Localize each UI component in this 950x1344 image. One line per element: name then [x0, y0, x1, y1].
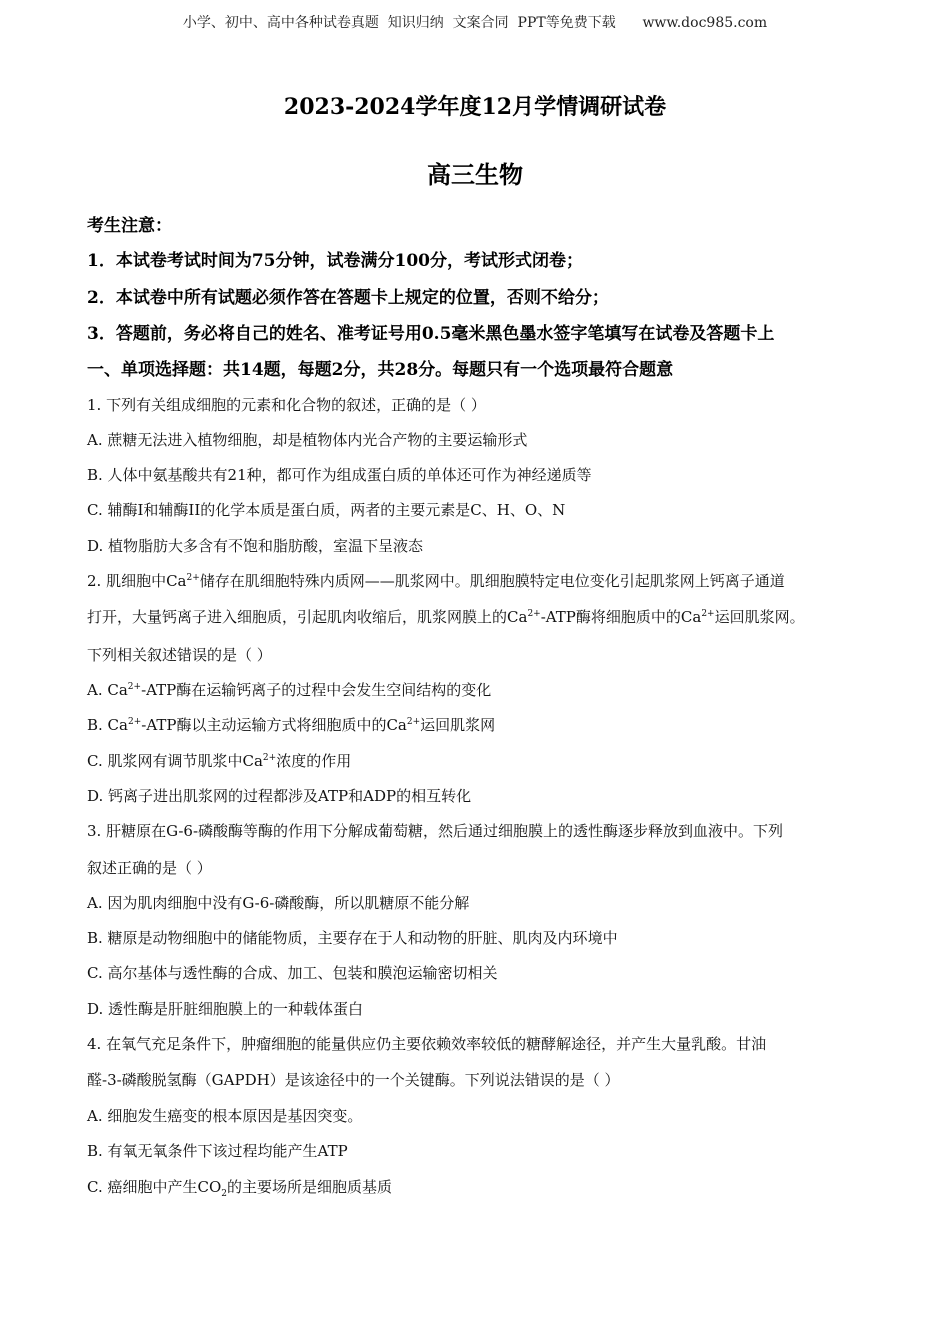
notice-item-2: 2．本试卷中所有试题必须作答在答题卡上规定的位置，否则不给分； [87, 288, 609, 308]
q3-option-c: C. 高尔基体与透性酶的合成、加工、包装和膜泡运输密切相关 [87, 964, 498, 982]
q2-stem-2c: 运回肌浆网。 [714, 608, 805, 626]
notice-heading: 考生注意： [87, 216, 172, 236]
q4-option-c [87, 1176, 392, 1197]
page-header: 小学、初中、高中各种试卷真题 知识归纳 文案合同 PPT等免费下载 www.doc985.com [182, 15, 768, 31]
q2-option-c [87, 750, 351, 771]
superscript: 2+ [262, 753, 277, 763]
superscript: 2+ [127, 682, 142, 692]
subscript: 2 [221, 1189, 227, 1199]
q4-option-c-text-2: 的主要场所是细胞质基质 [227, 1178, 393, 1196]
q2-stem-line-3: 下列相关叙述错误的是（ ） [87, 646, 272, 664]
section-heading: 一、单项选择题：共14题，每题2分，共28分。每题只有一个选项最符合题意 [87, 360, 674, 380]
q2-stem-1a: 2. 肌细胞中Ca [87, 572, 187, 590]
superscript: 2+ [406, 717, 421, 727]
q2-stem-2a: 打开，大量钙离子进入细胞质，引起肌肉收缩后，肌浆网膜上的Ca [87, 608, 528, 626]
q2-stem-2b: -ATP酶将细胞质中的Ca [540, 608, 702, 626]
superscript: 2+ [127, 717, 142, 727]
q2-option-b-text-2: -ATP酶以主动运输方式将细胞质中的Ca [141, 716, 407, 734]
exam-title: 2023-2024学年度12月学情调研试卷 [283, 94, 667, 120]
q1-stem: 1. 下列有关组成细胞的元素和化合物的叙述，正确的是（ ） [87, 396, 486, 414]
superscript: 2+ [527, 609, 541, 619]
q1-option-c: C. 辅酶I和辅酶II的化学本质是蛋白质，两者的主要元素是C、H、O、N [87, 501, 566, 519]
q2-option-a [87, 679, 491, 700]
q2-option-b-text-1: B. Ca [87, 716, 128, 734]
q1-option-a: A. 蔗糖无法进入植物细胞，却是植物体内光合产物的主要运输形式 [87, 431, 528, 449]
q2-option-c-text-2: 浓度的作用 [276, 752, 352, 770]
q2-option-b-text-3: 运回肌浆网 [420, 716, 496, 734]
q1-option-b: B. 人体中氨基酸共有21种，都可作为组成蛋白质的单体还可作为神经递质等 [87, 466, 592, 484]
q2-stem-line-1 [87, 570, 785, 591]
q3-stem-line-2: 叙述正确的是（ ） [87, 859, 212, 877]
q4-stem-line-2: 醛-3-磷酸脱氢酶（GAPDH）是该途径中的一个关键酶。下列说法错误的是（ ） [87, 1071, 620, 1089]
q2-option-d: D. 钙离子进出肌浆网的过程都涉及ATP和ADP的相互转化 [87, 787, 472, 805]
q3-option-a: A. 因为肌肉细胞中没有G-6-磷酸酶，所以肌糖原不能分解 [87, 894, 470, 912]
superscript: 2+ [186, 573, 200, 583]
notice-item-1: 1．本试卷考试时间为75分钟，试卷满分100分，考试形式闭卷； [87, 251, 583, 271]
q2-option-c-text-1: C. 肌浆网有调节肌浆中Ca [87, 752, 263, 770]
q4-option-a: A. 细胞发生癌变的根本原因是基因突变。 [87, 1107, 363, 1125]
q2-option-b [87, 714, 495, 735]
q4-option-b: B. 有氧无氧条件下该过程均能产生ATP [87, 1142, 348, 1160]
q4-option-c-text-1: C. 癌细胞中产生CO [87, 1178, 222, 1196]
q2-option-a-text-1: A. Ca [87, 681, 128, 699]
q3-option-b: B. 糖原是动物细胞中的储能物质，主要存在于人和动物的肝脏、肌肉及内环境中 [87, 929, 618, 947]
q1-option-d: D. 植物脂肪大多含有不饱和脂肪酸，室温下呈液态 [87, 537, 424, 555]
q3-stem-line-1: 3. 肝糖原在G-6-磷酸酶等酶的作用下分解成葡萄糖，然后通过细胞膜上的透性酶逐步释放到血液中。下列 [87, 822, 784, 840]
superscript: 2+ [701, 609, 715, 619]
q2-stem-line-2 [87, 606, 805, 627]
q2-option-a-text-2: -ATP酶在运输钙离子的过程中会发生空间结构的变化 [141, 681, 492, 699]
q2-stem-1b: 储存在肌细胞特殊内质网——肌浆网中。肌细胞膜特定电位变化引起肌浆网上钙离子通道 [199, 572, 785, 590]
q4-stem-line-1: 4. 在氧气充足条件下，肿瘤细胞的能量供应仍主要依赖效率较低的糖酵解途径，并产生大量乳酸。甘油 [87, 1035, 767, 1053]
exam-subject: 高三生物 [427, 160, 523, 189]
notice-item-3: 3．答题前，务必将自己的姓名、准考证号用0.5毫米黑色墨水签字笔填写在试卷及答题卡上 [87, 324, 775, 344]
q3-option-d: D. 透性酶是肝脏细胞膜上的一种载体蛋白 [87, 1000, 364, 1018]
